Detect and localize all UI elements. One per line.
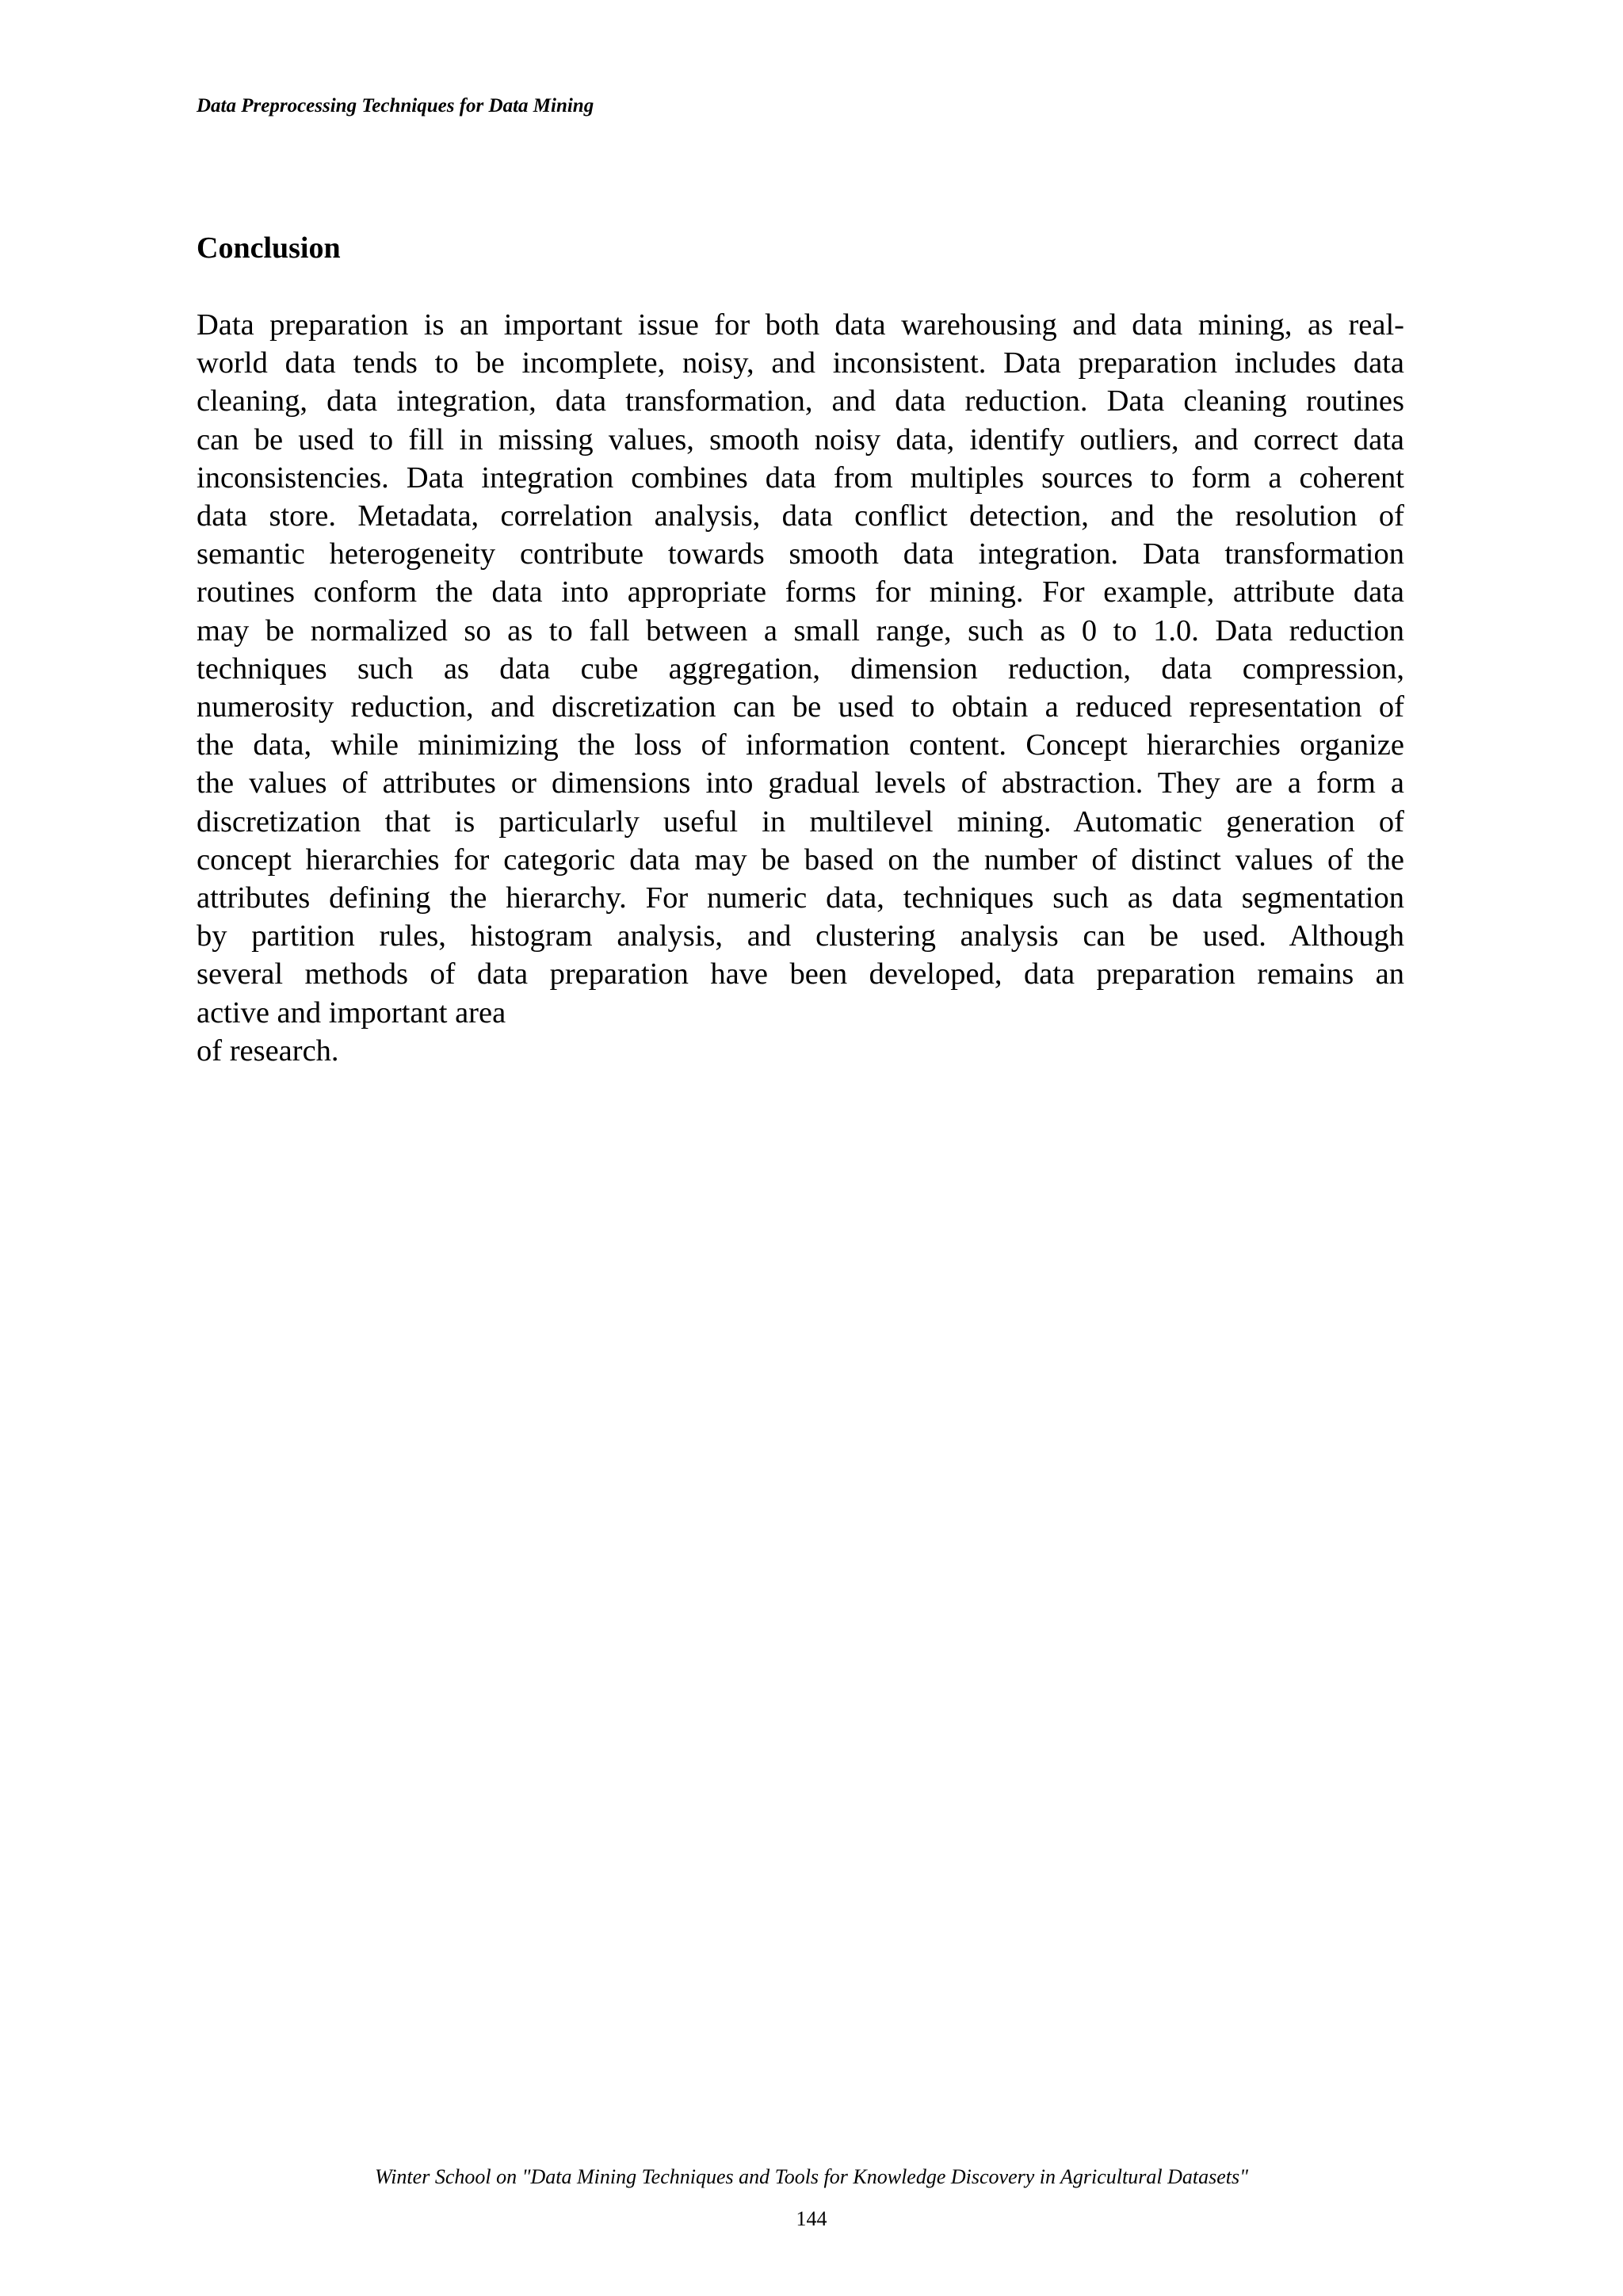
paragraph-line: semantic heterogeneity contribute towards smooth data integration. Data transformation: [197, 537, 1404, 571]
paragraph-line: may be normalized so as to fall between a small range, such as 0 to 1.0. Data reduction: [197, 613, 1404, 648]
page-number: 144: [796, 2207, 827, 2230]
paragraph-line: numerosity reduction, and discretization can be used to obtain a reduced representation of: [197, 690, 1404, 724]
paragraph-line: routines conform the data into appropriate forms for mining. For example, attribute data: [197, 575, 1404, 609]
paragraph-line: attributes defining the hierarchy. For numeric data, techniques such as data segmentation: [197, 881, 1404, 915]
paragraph-line: cleaning, data integration, data transformation, and data reduction. Data cleaning routines: [197, 384, 1404, 418]
running-header: Data Preprocessing Techniques for Data Mining: [197, 95, 594, 117]
paragraph-line: concept hierarchies for categoric data may be based on the number of distinct values of the: [197, 842, 1404, 877]
paragraph-line: world data tends to be incomplete, noisy, and inconsistent. Data preparation includes data: [197, 346, 1404, 380]
paragraph-line: by partition rules, histogram analysis, and clustering analysis can be used. Although: [197, 919, 1404, 953]
paragraph-line: discretization that is particularly useful in multilevel mining. Automatic generation of: [197, 804, 1404, 839]
paragraph-line: inconsistencies. Data integration combines data from multiples sources to form a coherent: [197, 460, 1404, 495]
body-paragraph: [197, 306, 1404, 1070]
paragraph-line: several methods of data preparation have been developed, data preparation remains an: [197, 957, 1404, 991]
paragraph-line: Data preparation is an important issue for both data warehousing and data mining, as real-: [197, 308, 1404, 342]
footer-note: Winter School on "Data Mining Techniques and Tools for Knowledge Discovery in Agricultural Datasets": [374, 2165, 1249, 2188]
paragraph-line: active and important area: [197, 995, 506, 1030]
paragraph-line: techniques such as data cube aggregation, dimension reduction, data compression,: [197, 651, 1404, 686]
section-heading: Conclusion: [197, 231, 341, 265]
paragraph-line: data store. Metadata, correlation analysis, data conflict detection, and the resolution of: [197, 499, 1404, 533]
paragraph-line: of research.: [197, 1033, 339, 1068]
paragraph-line: the data, while minimizing the loss of information content. Concept hierarchies organize: [197, 728, 1404, 762]
paragraph-line: the values of attributes or dimensions into gradual levels of abstraction. They are a form a: [197, 766, 1404, 800]
paragraph-line: can be used to fill in missing values, smooth noisy data, identify outliers, and correct data: [197, 422, 1404, 457]
